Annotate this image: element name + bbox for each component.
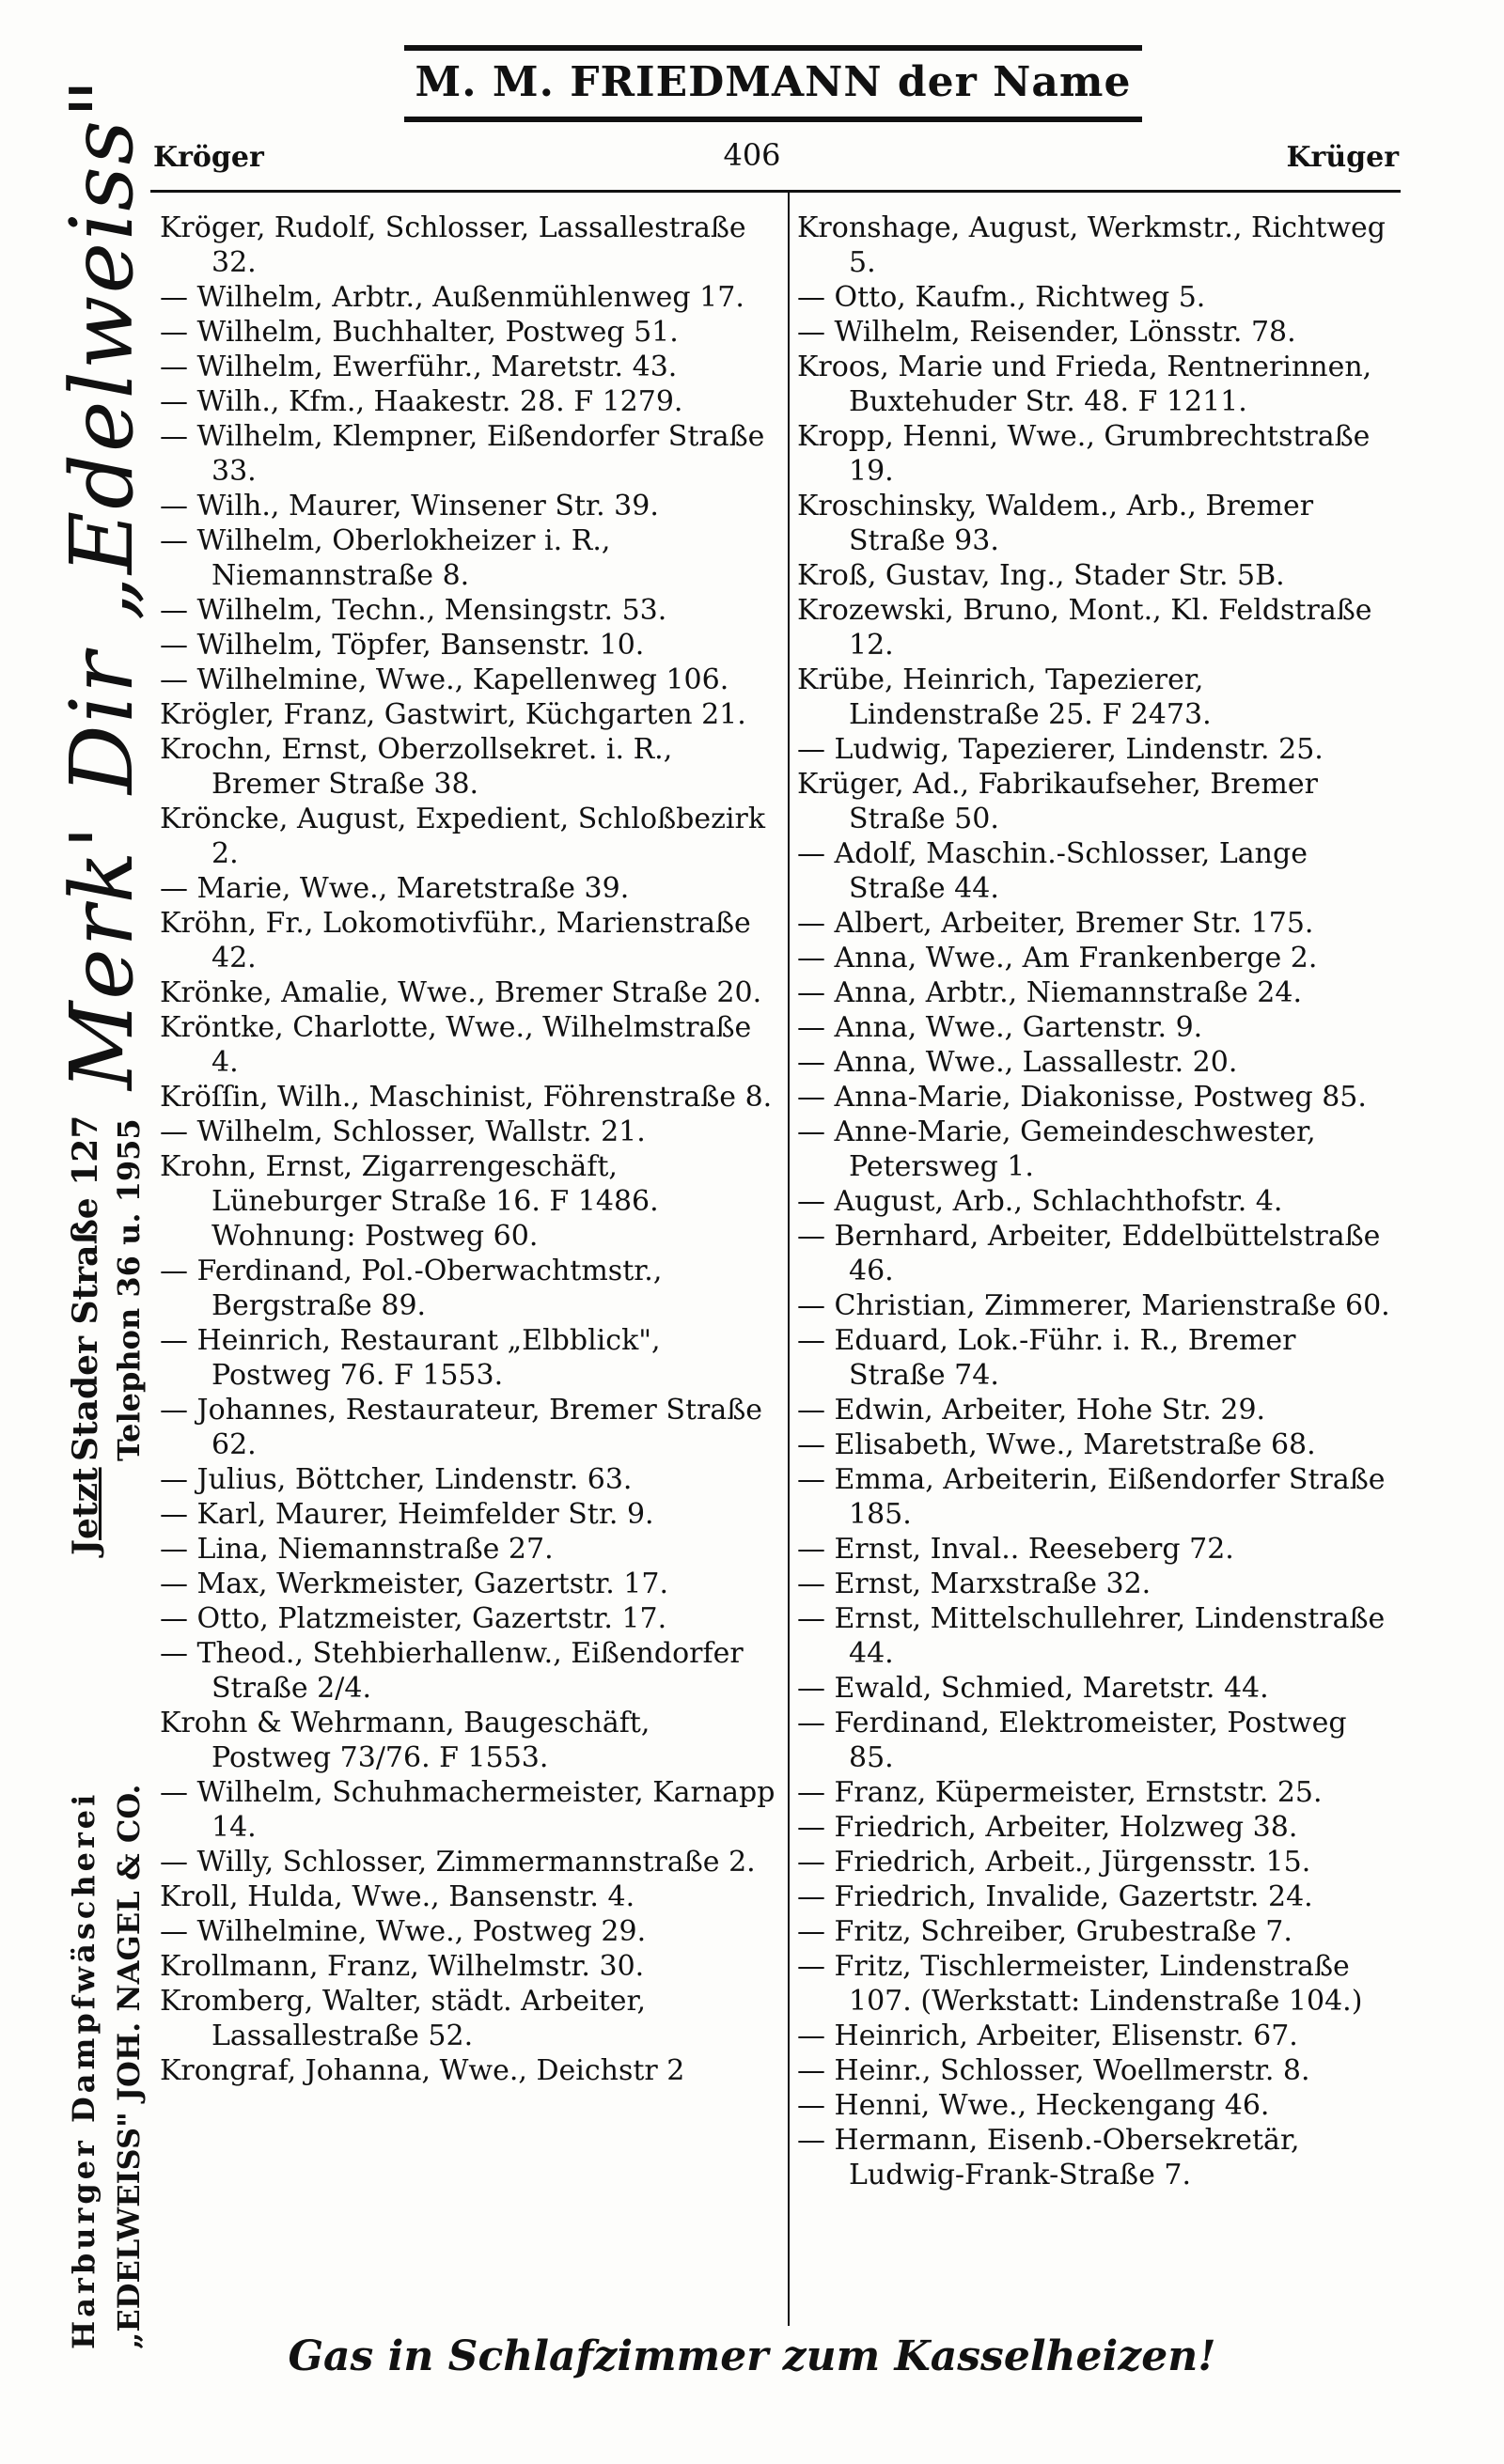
directory-entry: — Emma, Arbeiterin, Eißendorfer Straße 185. xyxy=(797,1463,1386,1531)
directory-entry: — Ernst, Inval.. Reeseberg 72. xyxy=(797,1533,1234,1566)
directory-entry: — Anna, Wwe., Am Frankenberge 2. xyxy=(797,942,1318,975)
directory-entry: Krochn, Ernst, Oberzollsekret. i. R., Bremer Straße 38. xyxy=(160,733,673,801)
directory-entry: — Lina, Niemannstraße 27. xyxy=(160,1533,554,1566)
running-head-right: Krüger xyxy=(1286,141,1399,174)
directory-entry: Kromberg, Walter, städt. Arbeiter, Lassallestraße 52. xyxy=(160,1985,647,2052)
directory-entry: — Ferdinand, Pol.-Oberwachtmstr., Bergstraße 89. xyxy=(160,1255,663,1322)
directory-entry: — Franz, Küpermeister, Ernststr. 25. xyxy=(797,1776,1323,1809)
directory-entry: — Ernst, Mittelschullehrer, Lindenstraße 44. xyxy=(797,1602,1386,1670)
directory-entry: — Hermann, Eisenb.-Obersekretär, Ludwig-Frank-Straße 7. xyxy=(797,2124,1300,2191)
directory-entry: — Anna, Arbtr., Niemannstraße 24. xyxy=(797,976,1303,1009)
directory-entry: — Friedrich, Invalide, Gazertstr. 24. xyxy=(797,1880,1313,1913)
right-column xyxy=(797,211,1399,2192)
directory-entry: — Wilhelm, Schuhmachermeister, Karnapp 14. xyxy=(160,1776,776,1844)
edelweiss-ad-slogan: Merk' Dir „Edelweiss" xyxy=(52,76,152,1090)
banner-bottom-rule xyxy=(404,117,1142,122)
footer-slogan: Gas in Schlafzimmer zum Kasselheizen! xyxy=(288,2332,1216,2380)
directory-entry: — Wilhelmine, Wwe., Postweg 29. xyxy=(160,1915,647,1948)
directory-entry: Kroschinsky, Waldem., Arb., Bremer Straße 93. xyxy=(797,490,1314,557)
directory-entry: — Wilhelm, Töpfer, Bansenstr. 10. xyxy=(160,629,645,662)
ad-company-line-1: Harburger Dampfwäscherei xyxy=(66,1790,102,2349)
directory-entry: Krögler, Franz, Gastwirt, Küchgarten 21. xyxy=(160,698,746,731)
ad-address-line-2: Telephon 36 u. 1955 xyxy=(111,1118,147,1461)
directory-entry: — Ernst, Marxstraße 32. xyxy=(797,1567,1152,1600)
directory-entry: Krongraf, Johanna, Wwe., Deichstr 2 xyxy=(160,2054,685,2087)
directory-entry: — Johannes, Restaurateur, Bremer Straße 62. xyxy=(160,1394,763,1461)
directory-entry: Kroos, Marie und Frieda, Rentnerinnen, Buxtehuder Str. 48. F 1211. xyxy=(797,351,1372,418)
directory-entry: — Christian, Zimmerer, Marienstraße 60. xyxy=(797,1289,1390,1322)
directory-entry: — Wilhelm, Reisender, Lönsstr. 78. xyxy=(797,316,1296,349)
directory-entry: — Heinrich, Restaurant „Elbblick", Postweg 76. F 1553. xyxy=(160,1324,661,1392)
directory-entry: — Wilhelm, Ewerführ., Maretstr. 43. xyxy=(160,351,678,383)
directory-entry: Kropp, Henni, Wwe., Grumbrechtstraße 19. xyxy=(797,420,1371,488)
directory-entry: — Anna, Wwe., Gartenstr. 9. xyxy=(797,1011,1203,1044)
directory-entry: Krönke, Amalie, Wwe., Bremer Straße 20. xyxy=(160,976,762,1009)
directory-entry: — Max, Werkmeister, Gazertstr. 17. xyxy=(160,1567,668,1600)
directory-entry: Krohn & Wehrmann, Baugeschäft, Postweg 73/76. F 1553. xyxy=(160,1707,650,1774)
directory-entry: — Theod., Stehbierhallenw., Eißendorfer Straße 2/4. xyxy=(160,1637,744,1705)
page-number: 406 xyxy=(723,137,781,173)
directory-entry: — Wilhelmine, Wwe., Kapellenweg 106. xyxy=(160,663,729,696)
directory-entry: — Ludwig, Tapezierer, Lindenstr. 25. xyxy=(797,733,1324,766)
directory-entry: Krüger, Ad., Fabrikaufseher, Bremer Straße 50. xyxy=(797,768,1318,835)
directory-entry: — Willy, Schlosser, Zimmermannstraße 2. xyxy=(160,1846,756,1879)
left-column xyxy=(160,211,776,2088)
directory-entry: Kroß, Gustav, Ing., Stader Str. 5B. xyxy=(797,559,1285,592)
directory-entry: — Marie, Wwe., Maretstraße 39. xyxy=(160,872,630,905)
directory-entry: Kröhn, Fr., Lokomotivführ., Marienstraße 42. xyxy=(160,907,751,975)
directory-entry: Krozewski, Bruno, Mont., Kl. Feldstraße 12. xyxy=(797,594,1372,662)
directory-entry: Kröntke, Charlotte, Wwe., Wilhelmstraße 4. xyxy=(160,1011,752,1079)
directory-entry: — Wilhelm, Arbtr., Außenmühlenweg 17. xyxy=(160,281,744,314)
directory-entry: — Wilh., Maurer, Winsener Str. 39. xyxy=(160,490,659,522)
directory-entry: — Otto, Kaufm., Richtweg 5. xyxy=(797,281,1206,314)
directory-entry: Krollmann, Franz, Wilhelmstr. 30. xyxy=(160,1950,645,1983)
header-banner xyxy=(404,45,1142,122)
directory-entry: Kröger, Rudolf, Schlosser, Lassallestraße 32. xyxy=(160,211,746,279)
directory-entry: — Friedrich, Arbeiter, Holzweg 38. xyxy=(797,1811,1298,1844)
directory-entry: — Bernhard, Arbeiter, Eddelbüttelstraße 46. xyxy=(797,1220,1381,1287)
directory-entry: — Fritz, Tischlermeister, Lindenstraße 107. (Werkstatt: Lindenstraße 104.) xyxy=(797,1950,1363,2018)
directory-entry: — Ewald, Schmied, Maretstr. 44. xyxy=(797,1672,1269,1705)
directory-entry: — Heinr., Schlosser, Woellmerstr. 8. xyxy=(797,2054,1310,2087)
directory-entry: — Karl, Maurer, Heimfelder Str. 9. xyxy=(160,1498,654,1531)
directory-entry: — Wilhelm, Schlosser, Wallstr. 21. xyxy=(160,1115,646,1148)
directory-entry: — Anne-Marie, Gemeindeschwester, Petersweg 1. xyxy=(797,1115,1316,1183)
running-head-left: Kröger xyxy=(153,141,264,174)
directory-entry: — Wilhelm, Buchhalter, Postweg 51. xyxy=(160,316,679,349)
directory-entry: — Wilhelm, Klempner, Eißendorfer Straße 33. xyxy=(160,420,765,488)
directory-entry: — August, Arb., Schlachthofstr. 4. xyxy=(797,1185,1283,1218)
header-rule xyxy=(150,190,1401,193)
directory-entry: — Eduard, Lok.-Führ. i. R., Bremer Straße 74. xyxy=(797,1324,1296,1392)
directory-entry: Kröſſin, Wilh., Maschinist, Föhrenstraße 8. xyxy=(160,1081,773,1114)
directory-entry: — Albert, Arbeiter, Bremer Str. 175. xyxy=(797,907,1314,940)
directory-entry: — Wilh., Kfm., Haakestr. 28. F 1279. xyxy=(160,385,683,418)
directory-entry: — Adolf, Maschin.-Schlosser, Lange Straße 44. xyxy=(797,837,1308,905)
directory-entry: — Elisabeth, Wwe., Maretstraße 68. xyxy=(797,1428,1316,1461)
directory-entry: — Friedrich, Arbeit., Jürgensstr. 15. xyxy=(797,1846,1311,1879)
column-divider xyxy=(788,193,790,2326)
ad-jetzt: Jetzt xyxy=(66,1467,105,1555)
directory-entry: Kröncke, August, Expedient, Schloßbezirk 2. xyxy=(160,803,766,870)
banner-title: M. M. FRIEDMANN der Name xyxy=(415,58,1132,106)
directory-entry: — Heinrich, Arbeiter, Elisenstr. 67. xyxy=(797,2020,1298,2052)
directory-entry: — Anna-Marie, Diakonisse, Postweg 85. xyxy=(797,1081,1367,1114)
directory-entry: Krübe, Heinrich, Tapezierer, Lindenstraße 25. F 2473. xyxy=(797,663,1212,731)
directory-entry: — Wilhelm, Oberlokheizer i. R., Niemannstraße 8. xyxy=(160,524,611,592)
directory-entry: — Anna, Wwe., Lassallestr. 20. xyxy=(797,1046,1238,1079)
directory-entry: Krohn, Ernst, Zigarrengeschäft, Lüneburger Straße 16. F 1486. Wohnung: Postweg 60. xyxy=(160,1150,659,1253)
directory-entry: Kroll, Hulda, Wwe., Bansenstr. 4. xyxy=(160,1880,635,1913)
directory-entry: — Julius, Böttcher, Lindenstr. 63. xyxy=(160,1463,633,1496)
directory-entry: — Otto, Platzmeister, Gazertstr. 17. xyxy=(160,1602,667,1635)
directory-entry: — Edwin, Arbeiter, Hohe Str. 29. xyxy=(797,1394,1266,1427)
directory-entry: — Wilhelm, Techn., Mensingstr. 53. xyxy=(160,594,667,627)
directory-entry: Kronshage, August, Werkmstr., Richtweg 5. xyxy=(797,211,1386,279)
banner-top-rule xyxy=(404,45,1142,51)
ad-address-line-1: Stader Straße 127 xyxy=(66,1115,105,1461)
directory-entry: — Ferdinand, Elektromeister, Postweg 85. xyxy=(797,1707,1347,1774)
directory-entry: — Henni, Wwe., Heckengang 46. xyxy=(797,2089,1270,2122)
ad-company-line-2: „EDELWEISS" JOH. NAGEL & CO. xyxy=(111,1784,147,2349)
directory-entry: — Fritz, Schreiber, Grubestraße 7. xyxy=(797,1915,1292,1948)
